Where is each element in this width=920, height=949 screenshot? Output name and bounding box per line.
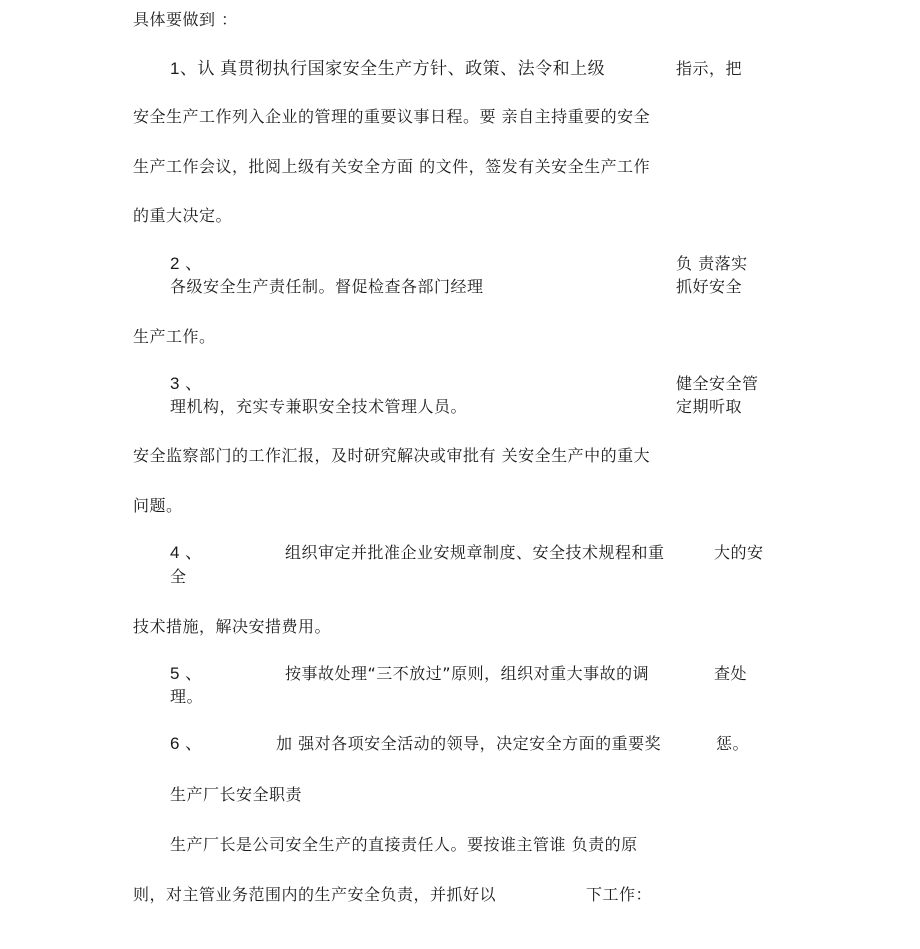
- item-1-line-3: 生产工作会议，批阅上级有关安全方面 的文件，签发有关安全生产工作: [133, 157, 651, 176]
- item-3-line-4: 问题。: [133, 496, 183, 515]
- item-4-line-3: 技术措施，解决安措费用。: [133, 617, 332, 636]
- item-1-line-4: 的重大决定。: [133, 206, 233, 225]
- intro-line: 具体要做到 ：: [133, 10, 238, 29]
- item-3-text: 理机构，充实专兼职安全技术管理人员。: [170, 397, 468, 416]
- item-4-line-2: 全: [170, 567, 187, 586]
- item-1-text: 1、认 真贯彻执行国家安全生产方针、政策、法令和上级: [170, 59, 606, 78]
- item-3-line-3: 安全监察部门的工作汇报，及时研究解决或审批有 关安全生产中的重大: [133, 446, 651, 465]
- paragraph-line-2: 则，对主管业务范围内的生产安全负责，并抓好以: [133, 885, 497, 904]
- section-heading: 生产厂长安全职责: [170, 785, 303, 804]
- item-3-text-right-2: 定期听取: [676, 397, 743, 416]
- item-4-text: 组织审定并批准企业安规章制度、安全技术规程和重: [285, 543, 665, 562]
- paragraph-line-1: 生产厂长是公司安全生产的直接责任人。要按谁主管谁 负责的原: [170, 835, 638, 854]
- item-5-line-2: 理。: [170, 687, 204, 706]
- item-6-text: 加 强对各项安全活动的领导，决定安全方面的重要奖: [276, 734, 662, 753]
- item-3-number: 3 、: [170, 374, 203, 393]
- item-4-text-end: 大的安: [714, 543, 764, 562]
- item-2-text-right: 负 责落实: [676, 254, 748, 273]
- item-3-text-right: 健全安全管: [676, 374, 759, 393]
- item-2-number: 2 、: [170, 254, 203, 273]
- item-5-number: 5 、: [170, 664, 203, 683]
- paragraph-line-2-end: 下工作：: [586, 885, 653, 904]
- item-2-text: 各级安全生产责任制。督促检查各部门经理: [170, 277, 484, 296]
- item-1-text-end: 指示，把: [676, 59, 743, 78]
- item-1-line-2: 安全生产工作列入企业的管理的重要议事日程。要 亲自主持重要的安全: [133, 107, 651, 126]
- item-6-text-end: 惩。: [716, 734, 750, 753]
- item-2-line-end: 生产工作。: [133, 327, 216, 346]
- item-4-number: 4 、: [170, 543, 203, 562]
- item-5-text: 按事故处理“三不放过”原则，组织对重大事故的调: [285, 664, 650, 683]
- item-2-text-right-2: 抓好安全: [676, 277, 743, 296]
- item-5-text-end: 查处: [714, 664, 748, 683]
- item-6-number: 6 、: [170, 734, 203, 753]
